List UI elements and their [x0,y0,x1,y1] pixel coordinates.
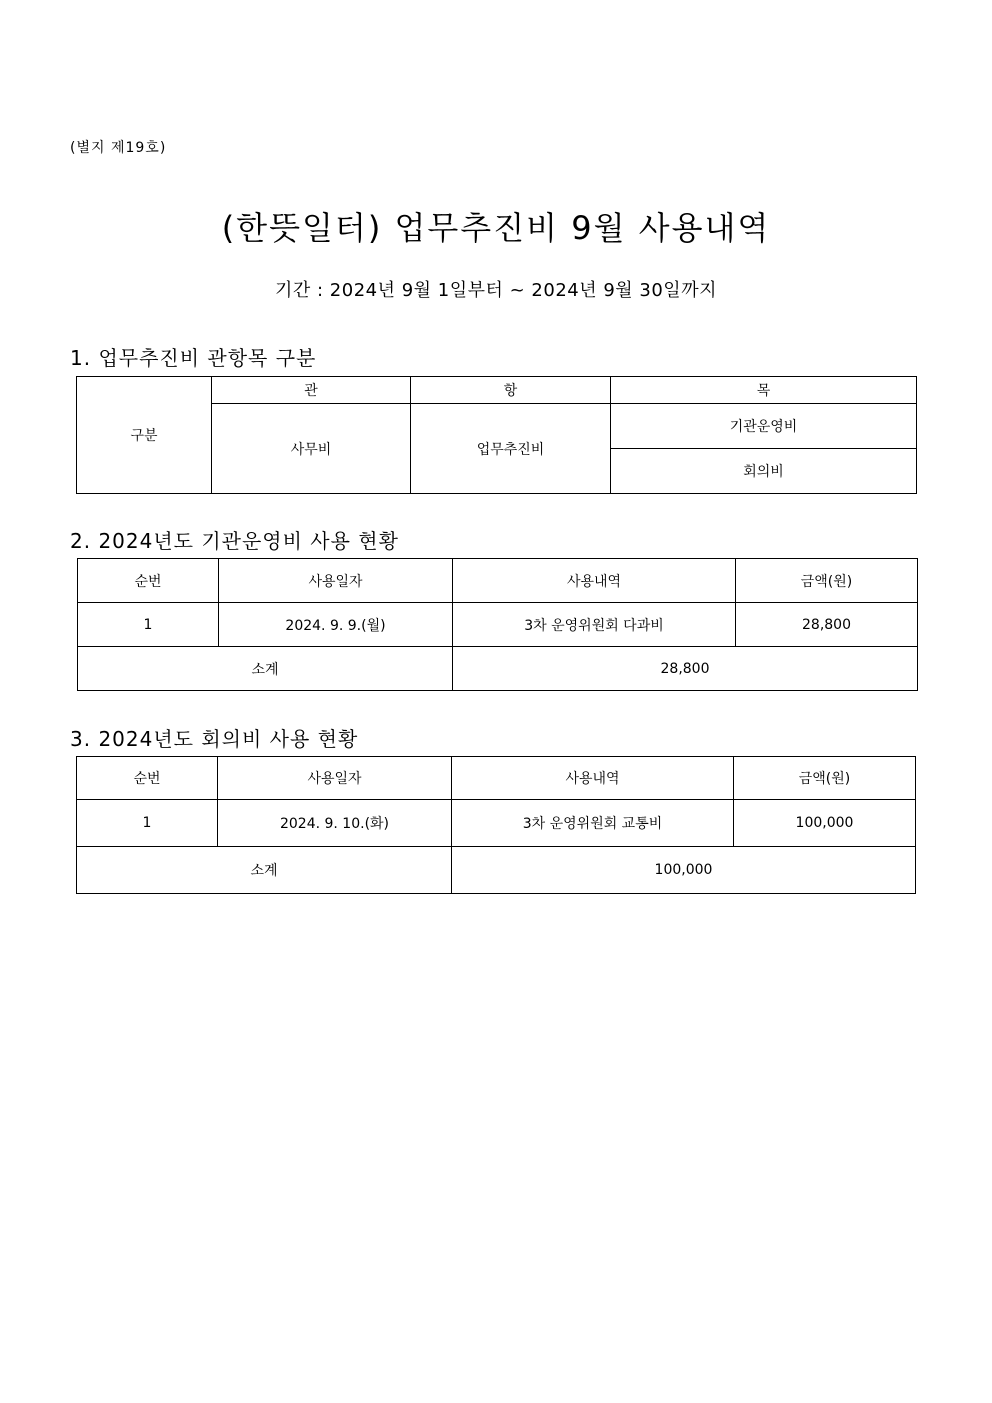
subtotal-value: 28,800 [453,647,918,691]
header-cell: 금액(원) [736,559,918,603]
subtotal-label: 소계 [78,647,453,691]
table-header-row [77,377,917,404]
header-cell: 금액(원) [734,757,916,800]
gwan-cell: 사무비 [212,404,411,494]
subtotal-row [77,847,916,894]
table-row [77,800,916,847]
hang-cell: 업무추진비 [411,404,611,494]
header-cell: 사용일자 [218,757,452,800]
mok-cell: 회의비 [611,449,917,494]
row-header-cell: 구분 [77,377,212,494]
date-cell: 2024. 9. 9.(월) [219,603,453,647]
table-row [78,603,918,647]
header-cell: 사용일자 [219,559,453,603]
budget-category-table [76,376,917,494]
table-header-row [78,559,918,603]
operating-expense-table [77,558,918,691]
header-cell-hang: 항 [411,377,611,404]
description-cell: 3차 운영위원회 다과비 [453,603,736,647]
table-header-row [77,757,916,800]
subtotal-row [78,647,918,691]
amount-cell: 28,800 [736,603,918,647]
mok-cell: 기관운영비 [611,404,917,449]
meeting-expense-table [76,756,916,894]
description-cell: 3차 운영위원회 교통비 [452,800,734,847]
header-cell-mok: 목 [611,377,917,404]
header-cell: 순번 [78,559,219,603]
header-cell: 사용내역 [453,559,736,603]
subtotal-value: 100,000 [452,847,916,894]
subtotal-label: 소계 [77,847,452,894]
section1-heading: 1. 업무추진비 관항목 구분 [70,346,317,370]
page-title: (한뜻일터) 업무추진비 9월 사용내역 [221,209,771,247]
section2-heading: 2. 2024년도 기관운영비 사용 현황 [70,529,399,553]
row-number-cell: 1 [78,603,219,647]
amount-cell: 100,000 [734,800,916,847]
section3-heading: 3. 2024년도 회의비 사용 현황 [70,727,359,751]
header-cell: 사용내역 [452,757,734,800]
annex-label: (별지 제19호) [70,140,167,156]
row-number-cell: 1 [77,800,218,847]
period-text: 기간 : 2024년 9월 1일부터 ~ 2024년 9월 30일까지 [275,280,717,301]
header-cell: 순번 [77,757,218,800]
header-cell-gwan: 관 [212,377,411,404]
date-cell: 2024. 9. 10.(화) [218,800,452,847]
